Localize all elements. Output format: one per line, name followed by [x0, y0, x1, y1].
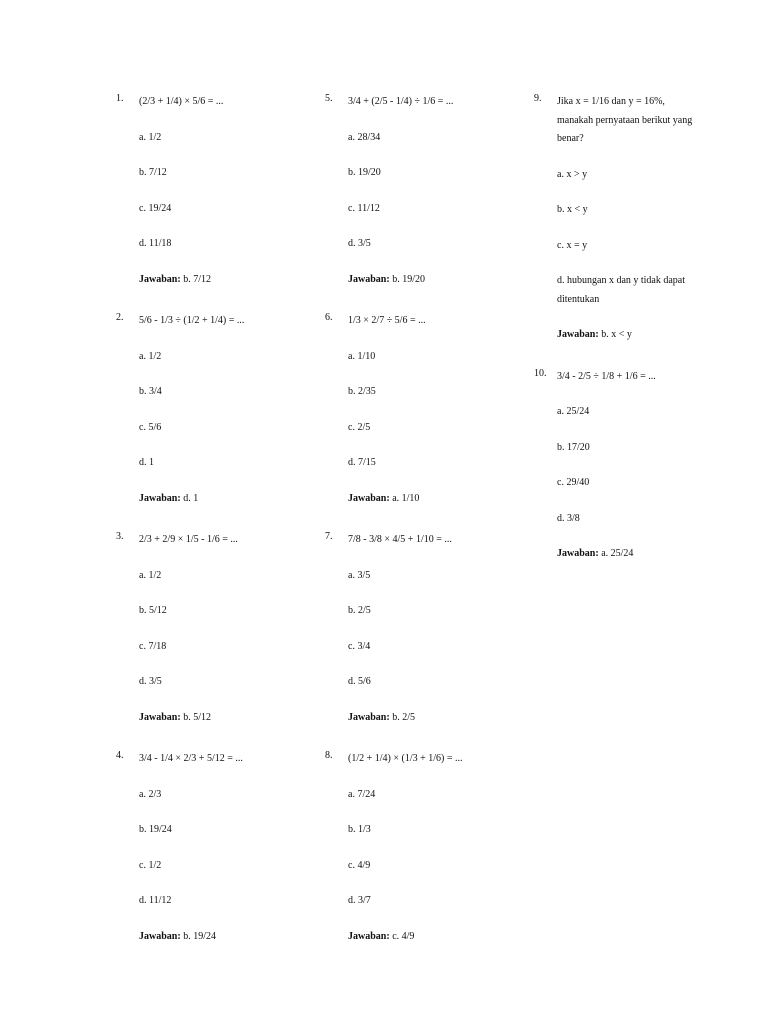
answer-line	[139, 271, 276, 290]
answer-value: b. 7/12	[180, 273, 211, 285]
question-3	[116, 531, 276, 727]
answer-option: b. 17/20	[557, 441, 590, 453]
answer-option: b. 19/24	[139, 824, 172, 835]
question-2	[116, 312, 276, 508]
answer-line	[139, 490, 276, 509]
answer-option: d. 3/5	[139, 676, 162, 687]
answer-option: c. x = y	[557, 239, 588, 251]
answer-line	[348, 271, 485, 290]
answer-line	[139, 709, 276, 728]
answer-label: Jawaban:	[139, 930, 181, 942]
answer-option: a. 1/2	[139, 569, 162, 581]
answer-line	[139, 928, 276, 947]
answer-line	[557, 545, 694, 564]
answer-line	[557, 326, 694, 345]
answer-option: c. 2/5	[348, 421, 371, 433]
question-number: 5.	[325, 93, 333, 104]
question-text: 7/8 - 3/8 × 4/5 + 1/10 = ...	[348, 534, 452, 545]
answer-value: a. 25/24	[598, 548, 634, 559]
question-text: 3/4 - 2/5 ÷ 1/8 + 1/6 = ...	[557, 370, 656, 382]
answer-option: d. hubungan x dan y tidak dapat ditentukan	[557, 275, 686, 305]
answer-option: d. 1	[139, 457, 154, 468]
answer-option: c. 19/24	[139, 202, 172, 214]
answer-value: b. 19/20	[389, 273, 425, 285]
answer-option: a. 1/10	[348, 350, 376, 362]
answer-label: Jawaban:	[557, 329, 599, 340]
answer-option: b. x < y	[557, 204, 588, 215]
answer-option: c. 5/6	[139, 421, 162, 433]
question-text: Jika x = 1/16 dan y = 16%, manakah pernyataan berikut yang benar?	[557, 96, 693, 144]
question-7	[325, 531, 485, 727]
answer-option: d. 3/5	[348, 238, 371, 249]
answer-value: b. 5/12	[180, 711, 211, 723]
answer-value: d. 1	[180, 492, 199, 504]
answer-option: b. 2/35	[348, 386, 376, 397]
question-text: 5/6 - 1/3 ÷ (1/2 + 1/4) = ...	[139, 315, 245, 326]
answer-line	[348, 490, 485, 509]
answer-option: c. 3/4	[348, 640, 371, 652]
answer-option: b. 7/12	[139, 167, 167, 178]
question-1	[116, 93, 276, 289]
question-text: (2/3 + 1/4) × 5/6 = ...	[139, 96, 224, 107]
answer-label: Jawaban:	[348, 711, 390, 723]
answer-option: a. 1/2	[139, 131, 162, 143]
question-8	[325, 750, 485, 946]
question-number: 3.	[116, 531, 124, 542]
answer-option: b. 2/5	[348, 605, 371, 616]
answer-option: d. 11/18	[139, 238, 172, 249]
answer-option: d. 7/15	[348, 457, 376, 468]
answer-label: Jawaban:	[557, 548, 599, 559]
answer-option: a. 25/24	[557, 406, 590, 417]
column-1	[116, 93, 276, 969]
answer-option: a. 7/24	[348, 788, 376, 800]
answer-value: b. 2/5	[389, 711, 415, 723]
answer-label: Jawaban:	[348, 492, 390, 504]
answer-option: a. 1/2	[139, 350, 162, 362]
question-text: 3/4 + (2/5 - 1/4) ÷ 1/6 = ...	[348, 96, 454, 107]
answer-label: Jawaban:	[348, 273, 390, 285]
column-2	[325, 93, 485, 969]
answer-option: c. 7/18	[139, 640, 167, 652]
answer-option: c. 11/12	[348, 202, 380, 214]
answer-option: d. 3/7	[348, 895, 371, 906]
answer-option: b. 3/4	[139, 386, 162, 397]
question-number: 1.	[116, 93, 124, 104]
question-number: 7.	[325, 531, 333, 542]
question-text: 3/4 - 1/4 × 2/3 + 5/12 = ...	[139, 753, 243, 764]
question-number: 10.	[534, 367, 547, 379]
answer-option: b. 5/12	[139, 605, 167, 616]
answer-line	[348, 709, 485, 728]
question-text: (1/2 + 1/4) × (1/3 + 1/6) = ...	[348, 753, 463, 764]
answer-option: b. 19/20	[348, 167, 381, 178]
answer-line	[348, 928, 485, 947]
column-3	[534, 93, 694, 587]
question-6	[325, 312, 485, 508]
answer-label: Jawaban:	[139, 273, 181, 285]
answer-option: d. 11/12	[139, 895, 172, 906]
answer-option: d. 3/8	[557, 512, 580, 524]
answer-value: b. 19/24	[180, 930, 216, 942]
answer-option: a. 28/34	[348, 131, 381, 143]
question-text: 1/3 × 2/7 ÷ 5/6 = ...	[348, 315, 426, 326]
question-text: 2/3 + 2/9 × 1/5 - 1/6 = ...	[139, 534, 238, 545]
answer-option: b. 1/3	[348, 824, 371, 835]
answer-option: a. x > y	[557, 168, 588, 180]
answer-value: c. 4/9	[389, 930, 415, 942]
question-number: 6.	[325, 312, 333, 323]
answer-label: Jawaban:	[139, 492, 181, 504]
answer-option: c. 4/9	[348, 859, 371, 871]
answer-label: Jawaban:	[348, 930, 390, 942]
answer-value: b. x < y	[598, 329, 632, 340]
question-number: 8.	[325, 750, 333, 761]
answer-label: Jawaban:	[139, 711, 181, 723]
question-4	[116, 750, 276, 946]
question-number: 4.	[116, 750, 124, 761]
answer-option: c. 1/2	[139, 859, 162, 871]
answer-option: a. 2/3	[139, 788, 162, 800]
question-number: 9.	[534, 93, 542, 104]
question-5	[325, 93, 485, 289]
question-10	[534, 368, 694, 564]
answer-value: a. 1/10	[389, 492, 420, 504]
answer-option: c. 29/40	[557, 477, 590, 488]
answer-option: d. 5/6	[348, 676, 371, 687]
question-9	[534, 93, 694, 345]
question-number: 2.	[116, 312, 124, 323]
answer-option: a. 3/5	[348, 569, 371, 581]
